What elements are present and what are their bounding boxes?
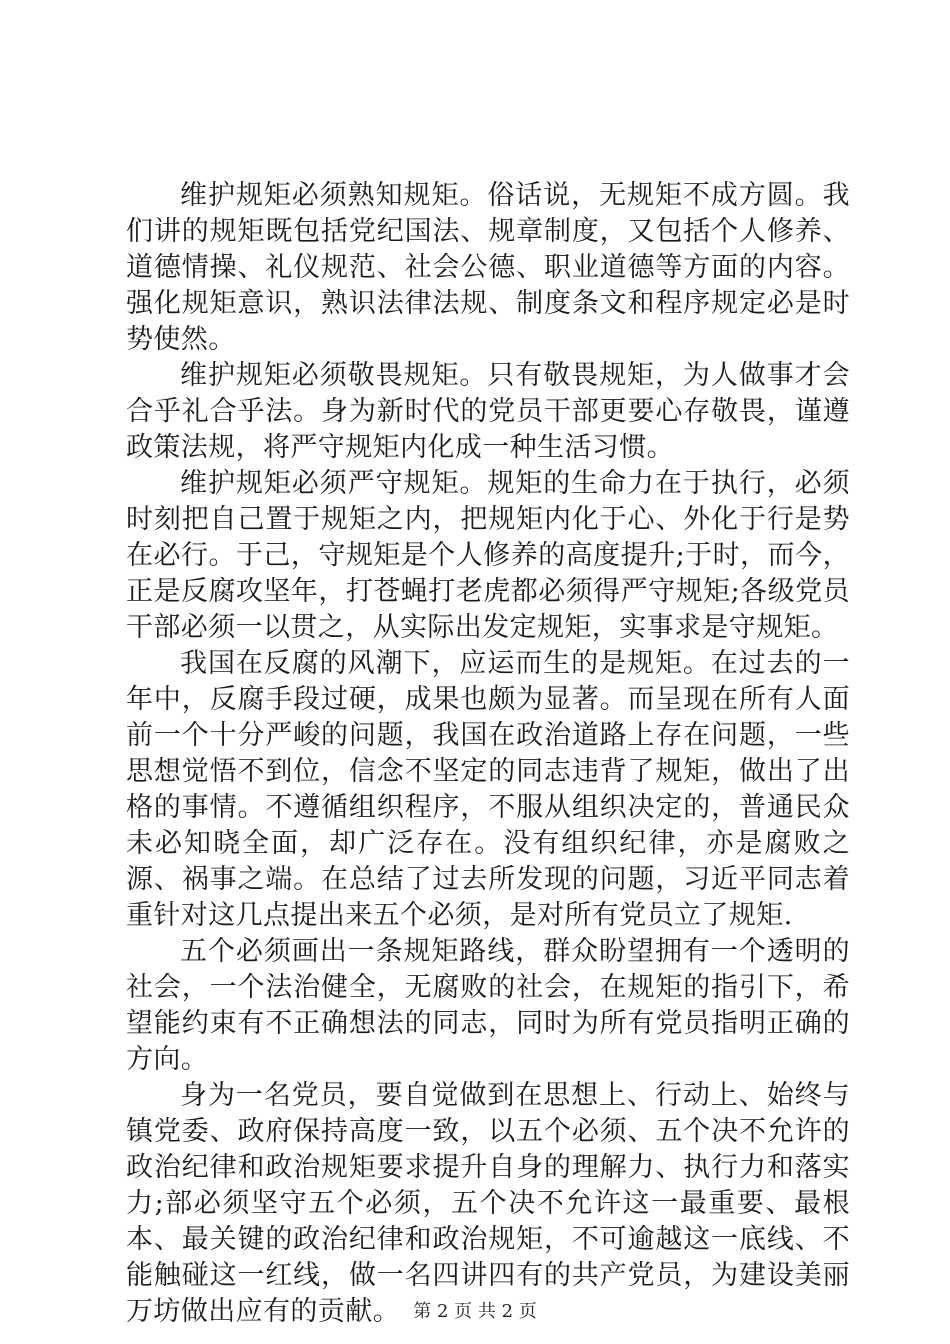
document-body	[126, 178, 850, 1330]
paragraph-6: 身为一名党员，要自觉做到在思想上、行动上、始终与镇党委、政府保持高度一致，以五个必须、五个决不允许的政治纪律和政治规矩要求提升自身的理解力、执行力和落实力;部必须坚守五个必须，五个决不允许这一最重要、最根本、最关键的政治纪律和政治规矩，不可逾越这一底线、不能触碰这一红线，做一名四讲四有的共产党员，为建设美丽万坊做出应有的贡献。	[126, 1080, 850, 1327]
page-number-footer: 第 2 页 共 2 页	[413, 1301, 537, 1322]
paragraph-2: 维护规矩必须敬畏规矩。只有敬畏规矩，为人做事才会合乎礼合乎法。身为新时代的党员干部更要心存敬畏，谨遵政策法规，将严守规矩内化成一种生活习惯。	[126, 360, 850, 463]
paragraph-3: 维护规矩必须严守规矩。规矩的生命力在于执行，必须时刻把自己置于规矩之内，把规矩内化于心、外化于行是势在必行。于己，守规矩是个人修养的高度提升;于时，而今，正是反腐攻坚年，打苍蝇打老虎都必须得严守规矩;各级党员干部必须一以贯之，从实际出发定规矩，实事求是守规矩。	[126, 468, 850, 643]
paragraph-1: 维护规矩必须熟知规矩。俗话说，无规矩不成方圆。我们讲的规矩既包括党纪国法、规章制度，又包括个人修养、道德情操、礼仪规范、社会公德、职业道德等方面的内容。强化规矩意识，熟识法律法规、制度条文和程序规定必是时势使然。	[126, 180, 850, 355]
paragraph-5: 五个必须画出一条规矩路线，群众盼望拥有一个透明的社会，一个法治健全，无腐败的社会，在规矩的指引下，希望能约束有不正确想法的同志，同时为所有党员指明正确的方向。	[126, 936, 850, 1075]
paragraph-4: 我国在反腐的风潮下，应运而生的是规矩。在过去的一年中，反腐手段过硬，成果也颇为显著。而呈现在所有人面前一个十分严峻的问题，我国在政治道路上存在问题，一些思想觉悟不到位，信念不坚定的同志违背了规矩，做出了出格的事情。不遵循组织程序，不服从组织决定的，普通民众未必知晓全面，却广泛存在。没有组织纪律，亦是腐败之源、祸事之端。在总结了过去所发现的问题，习近平同志着重针对这几点提出来五个必须，是对所有党员立了规矩.	[126, 648, 850, 931]
